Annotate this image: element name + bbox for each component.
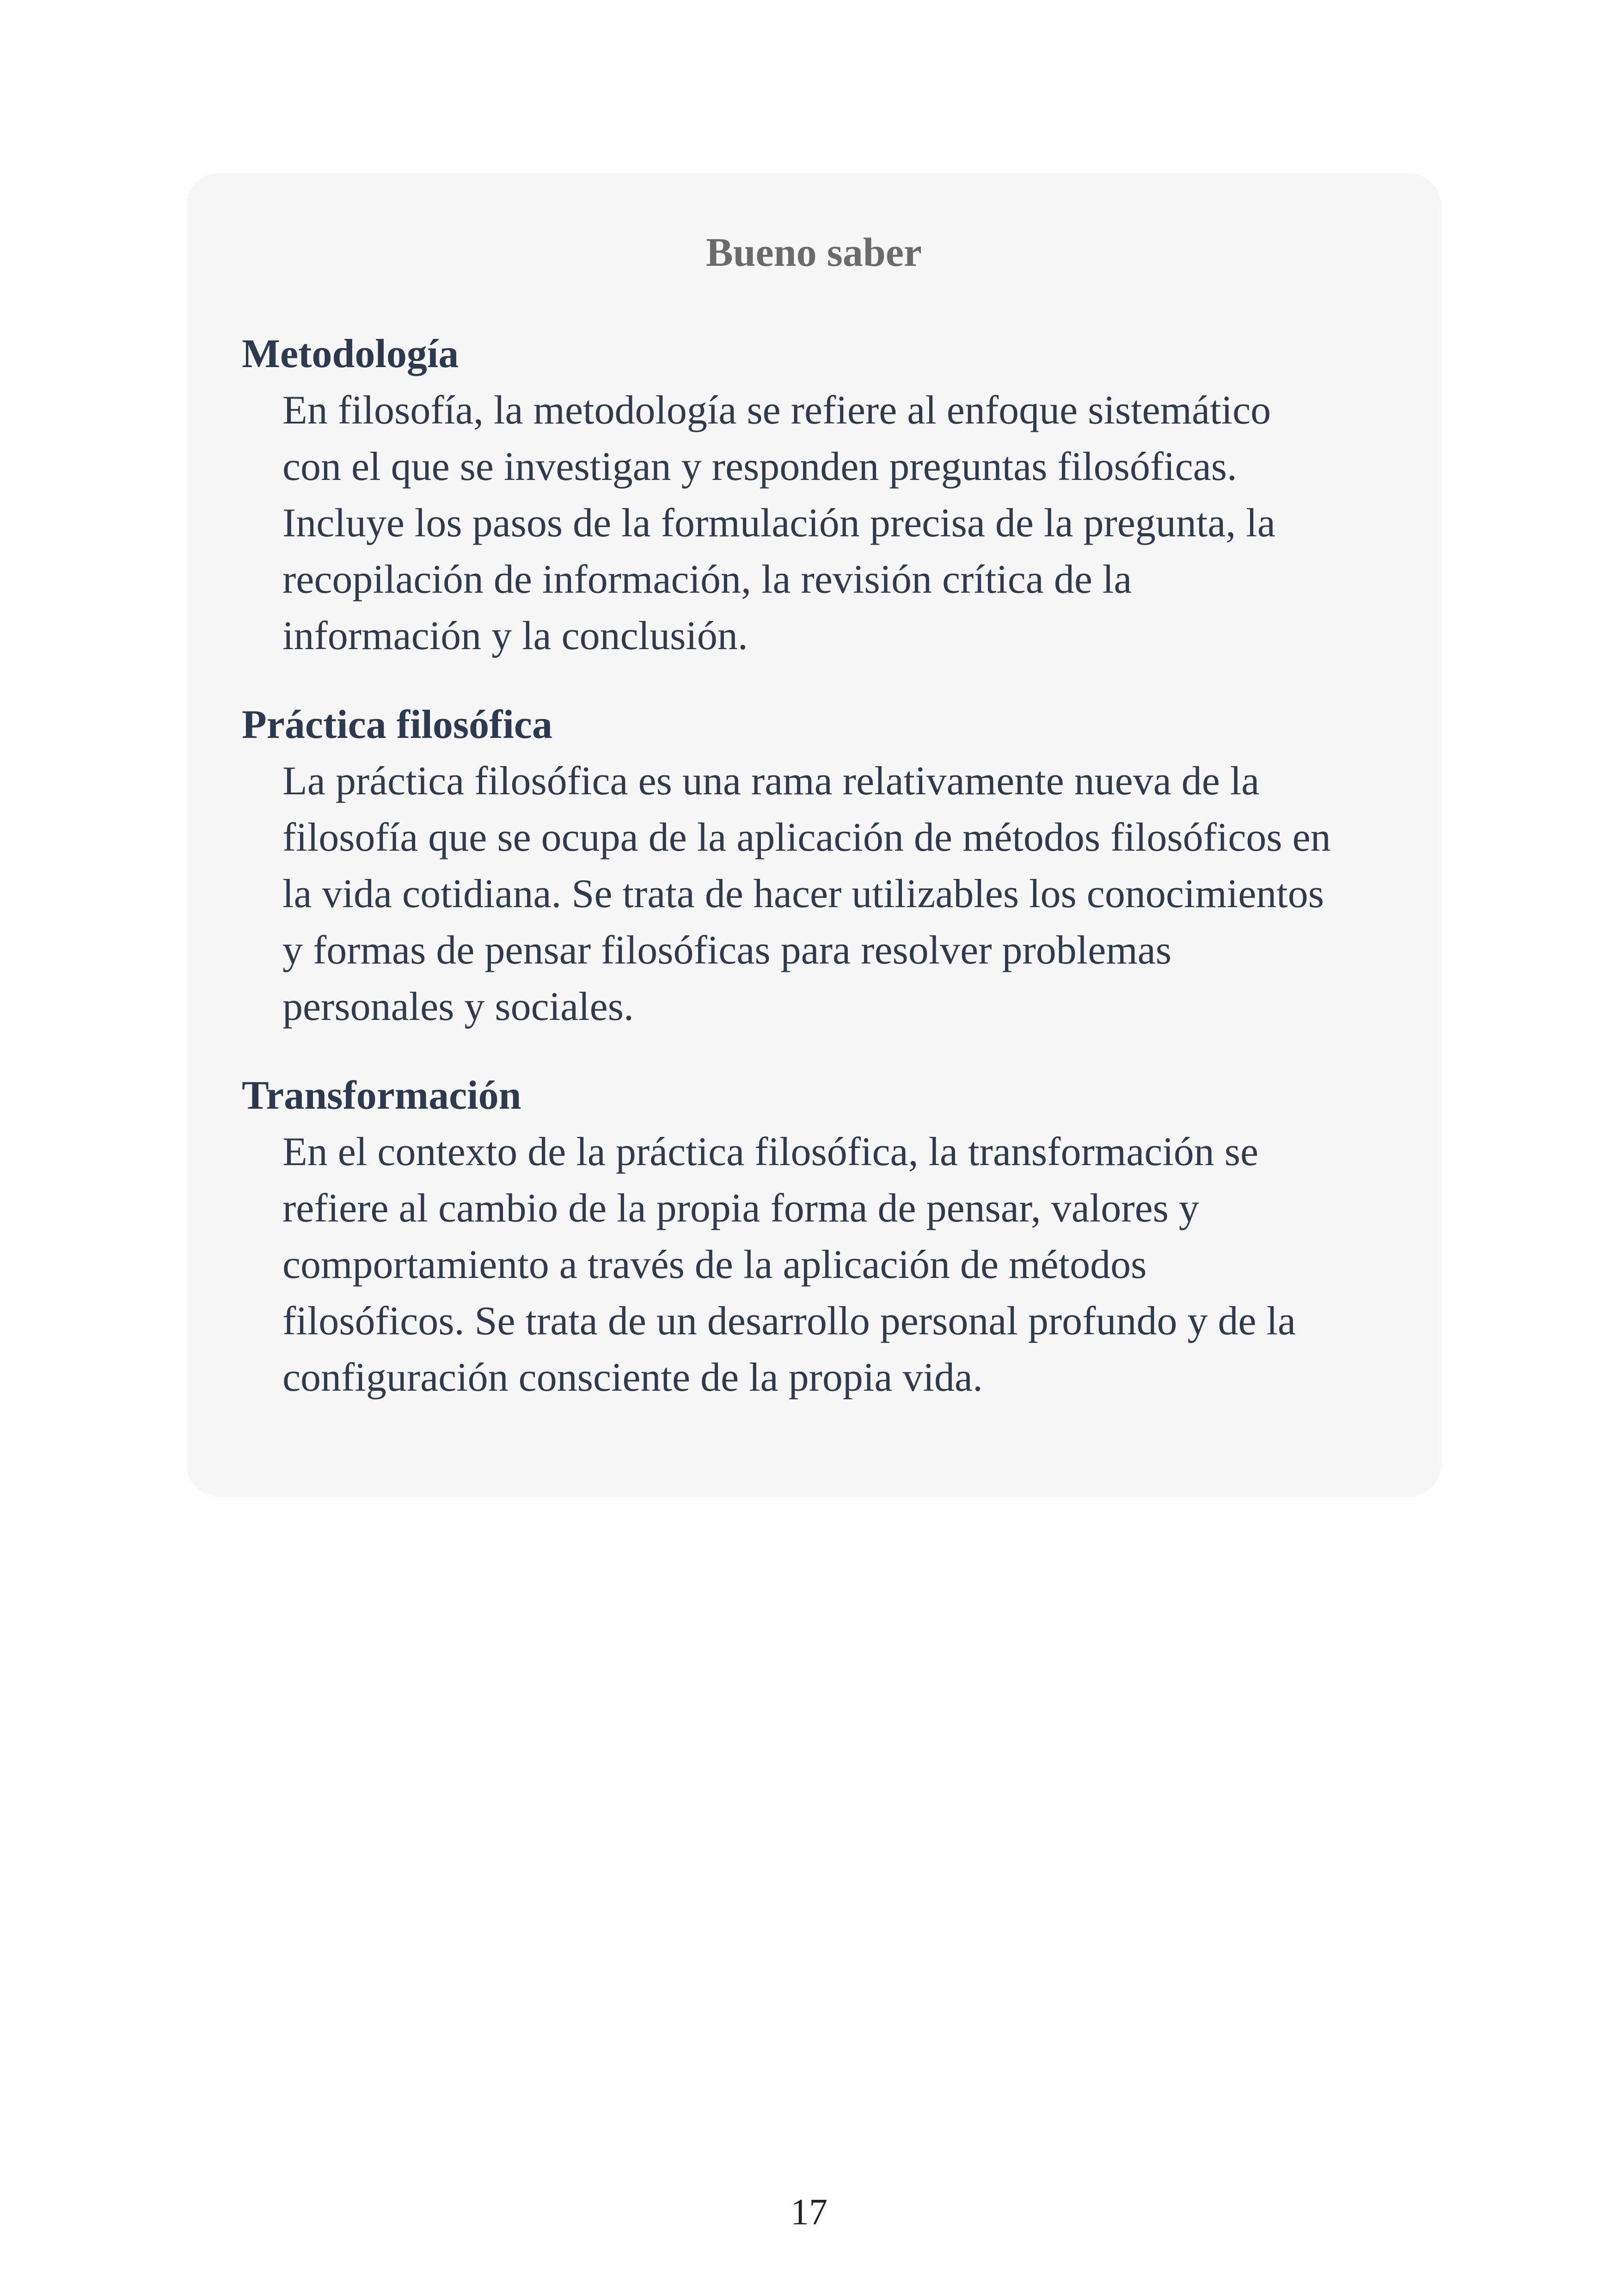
term-heading: Práctica filosófica <box>242 702 552 747</box>
good-to-know-box <box>186 173 1441 1497</box>
term-heading: Metodología <box>242 332 459 376</box>
entry-metodologia <box>242 326 1407 664</box>
definition-line: filosóficos. Se trata de un desarrollo personal profundo y de la <box>282 1299 1296 1344</box>
entry-transformacion <box>242 1068 1407 1406</box>
term-definition <box>282 382 1410 664</box>
definition-list <box>242 326 1407 1438</box>
definition-line: personales y sociales. <box>282 984 634 1029</box>
definition-line: comportamiento a través de la aplicación de métodos <box>282 1242 1147 1287</box>
definition-line: refiere al cambio de la propia forma de pensar, valores y <box>282 1186 1199 1231</box>
definition-line: En el contexto de la práctica filosófica, la transformación se <box>282 1130 1259 1174</box>
definition-line: recopilación de información, la revisión crítica de la <box>282 557 1132 602</box>
entry-practica-filosofica <box>242 697 1407 1035</box>
definition-line: En filosofía, la metodología se refiere al enfoque sistemático <box>282 388 1271 433</box>
box-title: Bueno saber <box>706 230 922 275</box>
page-number: 17 <box>791 2192 827 2233</box>
definition-line: La práctica filosófica es una rama relativamente nueva de la <box>282 759 1260 804</box>
term-definition <box>282 1124 1410 1406</box>
definition-line: y formas de pensar filosóficas para resolver problemas <box>282 928 1172 973</box>
definition-line: la vida cotidiana. Se trata de hacer utilizables los conocimientos <box>282 872 1324 916</box>
definition-line: información y la conclusión. <box>282 614 748 658</box>
definition-line: configuración consciente de la propia vida. <box>282 1355 983 1400</box>
definition-line: filosofía que se ocupa de la aplicación de métodos filosóficos en <box>282 815 1331 860</box>
definition-line: con el que se investigan y responden preguntas filosóficas. <box>282 444 1237 489</box>
term-definition <box>282 753 1410 1035</box>
definition-line: Incluye los pasos de la formulación precisa de la pregunta, la <box>282 501 1275 546</box>
term-heading: Transformación <box>242 1073 521 1118</box>
